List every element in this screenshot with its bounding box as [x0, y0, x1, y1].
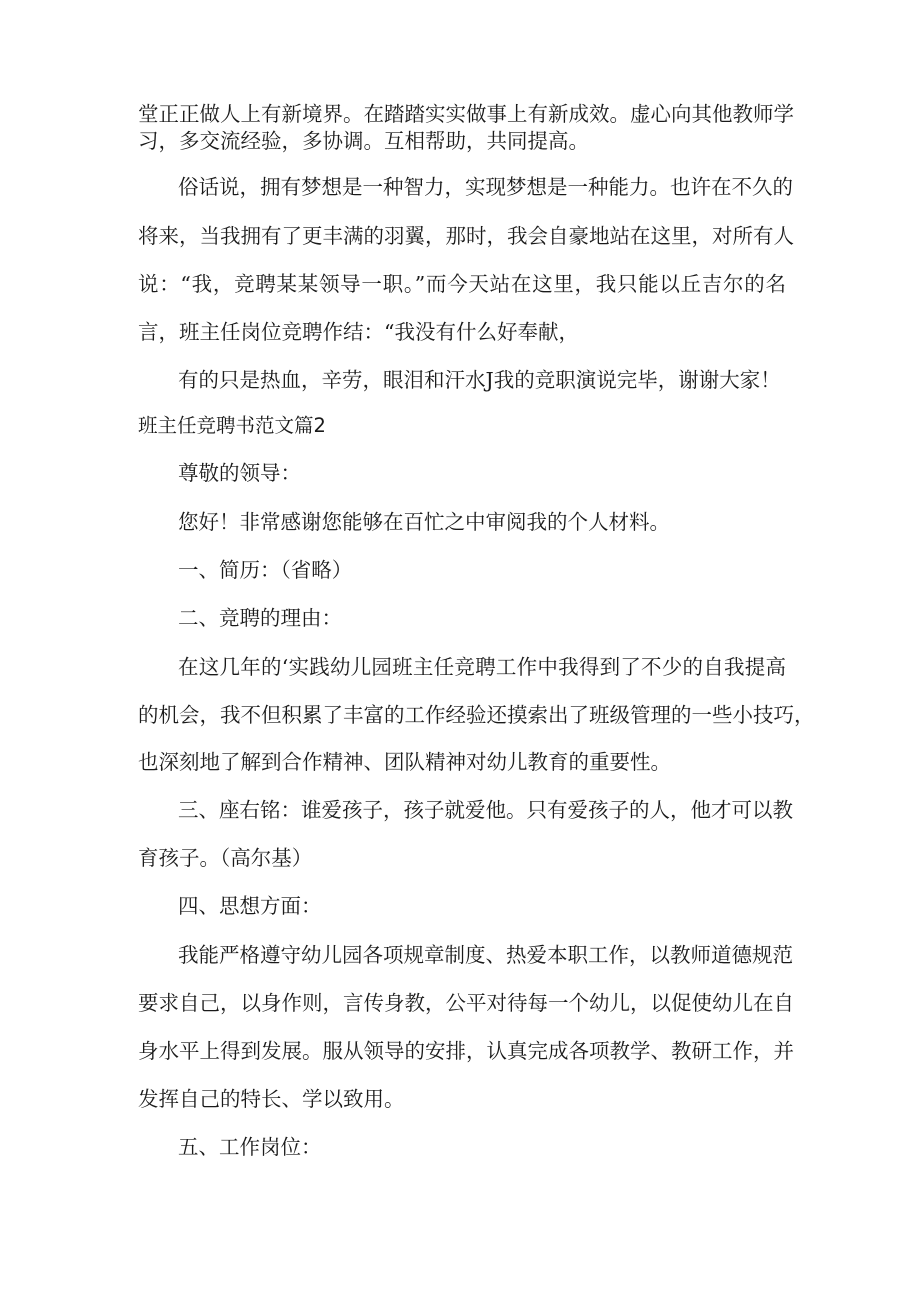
paragraph-line: 将来，当我拥有了更丰满的羽翼，那时，我会自豪地站在这里，对所有人	[138, 224, 794, 248]
paragraph-line: 发挥自己的特长、学以致用。	[138, 1087, 405, 1111]
paragraph-line: 言，班主任岗位竞聘作结：“我没有什么好奉献，	[138, 320, 579, 344]
list-item-motto: 三、座右铭：谁爱孩子，孩子就爱他。只有爱孩子的人，他才可以教	[178, 798, 793, 822]
paragraph-line: 习，多交流经验，多协调。互相帮助，共同提高。	[138, 129, 589, 153]
paragraph-line: 育孩子。（高尔基）	[138, 846, 313, 870]
paragraph-line: 在这几年的‘实践幼儿园班主任竞聘工作中我得到了不少的自我提高	[178, 655, 786, 679]
paragraph-line: 有的只是热血，辛劳，眼泪和汗水J我的竞职演说完毕，谢谢大家！	[178, 368, 781, 392]
paragraph-line: 也深刻地了解到合作精神、团队精神对幼儿教育的重要性。	[138, 750, 671, 774]
paragraph-line: 俗话说，拥有梦想是一种智力，实现梦想是一种能力。也许在不久的	[178, 175, 793, 199]
salutation: 尊敬的领导：	[178, 461, 301, 485]
paragraph-line: 要求自己，以身作则，言传身教，公平对待每一个幼儿，以促使幼儿在自	[138, 991, 794, 1015]
list-item-reason: 二、竞聘的理由：	[178, 606, 342, 630]
paragraph-line: 我能严格遵守幼儿园各项规章制度、热爱本职工作，以教师道德规范	[178, 943, 793, 967]
paragraph-line: 的机会，我不但积累了丰富的工作经验还摸索出了班级管理的一些小技巧，	[138, 703, 815, 727]
list-item-position: 五、工作岗位：	[178, 1135, 322, 1159]
greeting: 您好！非常感谢您能够在百忙之中审阅我的个人材料。	[178, 510, 670, 534]
paragraph-line: 堂正正做人上有新境界。在踏踏实实做事上有新成效。虚心向其他教师学	[138, 102, 794, 126]
list-item-thought: 四、思想方面：	[178, 894, 322, 918]
section-title: 班主任竞聘书范文篇2	[138, 414, 326, 437]
list-item-resume: 一、简历：（省略）	[178, 558, 353, 582]
paragraph-line: 身水平上得到发展。服从领导的安排，认真完成各项教学、教研工作，并	[138, 1039, 794, 1063]
paragraph-line: 说：“我，竞聘某某领导一职。”而今天站在这里，我只能以丘吉尔的名	[138, 272, 786, 296]
